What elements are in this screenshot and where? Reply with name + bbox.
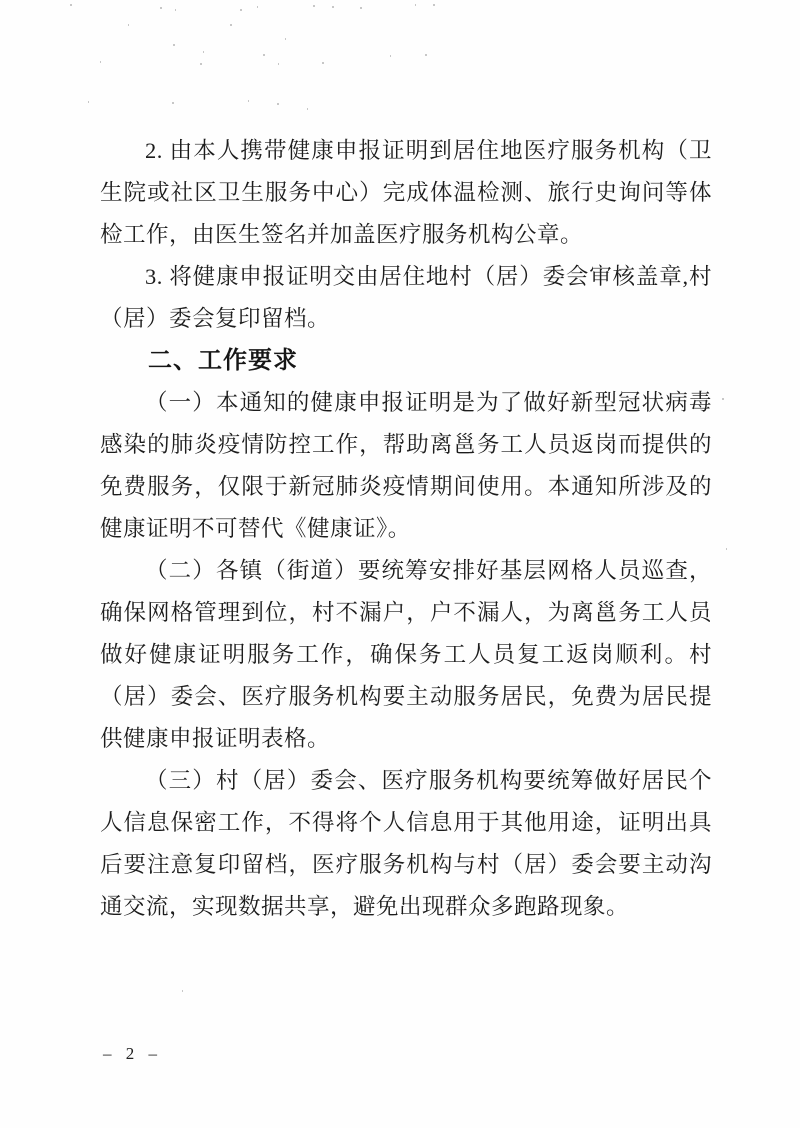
document-body xyxy=(100,130,712,928)
page-number: – 2 – xyxy=(103,1044,162,1063)
section-heading-work-requirements: 二、工作要求 xyxy=(148,347,298,374)
paragraph-step-3: 3. 将健康申报证明交由居住地村（居）委会审核盖章,村（居）委会复印留档。 xyxy=(100,264,712,331)
paragraph-requirement-2: （二）各镇（街道）要统筹安排好基层网格人员巡查，确保网格管理到位，村不漏户，户不漏人，为离邕务工人员做好健康证明服务工作，确保务工人员复工返岗顺利。村（居）委会、医疗服务机构要主动服务居民，免费为居民提供健康申报证明表格。 xyxy=(100,558,712,751)
paragraph-requirement-3: （三）村（居）委会、医疗服务机构要统筹做好居民个人信息保密工作，不得将个人信息用于其他用途，证明出具后要注意复印留档，医疗服务机构与村（居）委会要主动沟通交流，实现数据共享，避免出现群众多跑路现象。 xyxy=(100,768,712,919)
page-footer xyxy=(103,1044,162,1064)
paragraph-requirement-1: （一）本通知的健康申报证明是为了做好新型冠状病毒感染的肺炎疫情防控工作，帮助离邕务工人员返岗而提供的免费服务，仅限于新冠肺炎疫情期间使用。本通知所涉及的健康证明不可替代《健康证》。 xyxy=(100,390,712,541)
paragraph-step-2: 2. 由本人携带健康申报证明到居住地医疗服务机构（卫生院或社区卫生服务中心）完成体温检测、旅行史询问等体检工作，由医生签名并加盖医疗服务机构公章。 xyxy=(100,138,712,247)
